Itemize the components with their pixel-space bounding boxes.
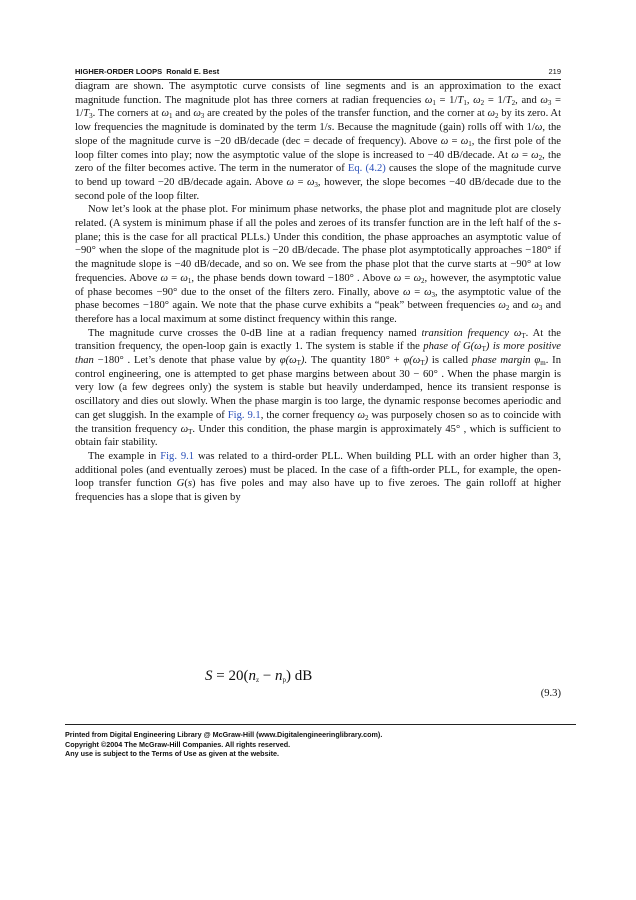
text: p [282,676,287,684]
header-title: HIGHER-ORDER LOOPS [75,67,163,76]
text: 1 [468,139,472,148]
text: diagram are shown. The asymptotic curve consists of line segments and is an approximation to the exact magnitude function. The magnitude plot has three corners at radian frequencies [75,81,561,106]
text: ω [306,176,315,188]
equation-9-3 [75,668,561,698]
text: phase of G(ω [423,341,482,353]
text: Now let’s look at the phase plot. For minimum phase networks, the phase plot and magnitude plot are closely related. (A system is minimum phase if all the poles and zeroes of its transfer function are in the left half of the [75,204,561,230]
text: ) dB [286,668,313,684]
paragraph-2 [75,203,561,326]
text: . Under this condition, the phase margin is approximately 45° , which is sufficient to obtain fair stability. [75,423,561,449]
paragraph-1 [75,80,561,203]
text: T [296,359,301,368]
text: = [293,176,307,188]
footer [65,724,576,759]
running-header-title [75,67,219,76]
text: ( [184,478,188,490]
page-number: 219 [548,67,561,76]
text: 3 [547,98,552,107]
text: 2 [538,153,543,162]
text: causes the slope of the magnitude curve to bend up toward −20 dB/decade again. Above [75,163,561,188]
paragraph-3 [75,327,561,450]
text: . Because the magnitude (gain) rolls off with 1/ [331,122,535,134]
text: , the asymptotic value of the phase becomes −180° again. We note that the phase curve exhibits a “peak” between frequencies [75,286,561,312]
text: T [481,345,486,354]
text: 3 [200,112,205,121]
text: was related to a third-order PLL. When building PLL with an order higher than 3, additional poles (and eventually zeroes) must be placed. In the case of a fifth-order PLL, for example, the open-loop transfer function [75,450,561,490]
text: ω [498,300,506,312]
text: , the corner frequency [260,409,358,421]
equation-link[interactable]: Eq. (4.2) [347,163,386,175]
text: and therefore has a local maximum at some distinct frequency within this range. [75,300,561,325]
text: was purposely chosen so as to coincide with the transition frequency [75,409,562,435]
text: 3 [431,290,436,299]
text: ) is more positive than [75,341,561,367]
text: = 1/ [484,94,506,106]
text: s [327,122,332,134]
text: 2 [505,304,510,313]
text: 1 [168,112,173,121]
text: 3 [89,112,93,121]
text: n [275,668,283,684]
text: ω [180,272,188,284]
text: . The corners at [92,108,162,120]
text: ω [357,409,366,421]
text: = [448,135,461,147]
text: m [540,359,546,368]
text: ω [424,286,432,298]
text: s [187,478,192,490]
text: and [172,108,194,120]
text: T [505,94,512,106]
text: s [553,218,558,230]
figure-link[interactable]: Fig. 9.1 [160,450,195,462]
text: n [248,668,256,684]
text: = 1/ [435,94,458,106]
text: , the zero of the filter becomes active. The term in the numerator of [75,149,561,175]
text: phase margin φ [471,355,541,367]
text: , however, the asymptotic value of phase becomes −90° due to the onset of the filters zero. Finally, above [75,272,561,298]
text: ω [540,94,548,106]
text: ω [160,272,168,284]
text: 1 [463,98,467,107]
text: , and [515,94,541,106]
main-text [75,80,561,505]
text: , the slope of the magnitude curve is −20 dB/decade (dec = decade of frequency). Above [75,122,562,147]
running-header [75,65,561,79]
text: 1 [432,98,436,107]
text: . At the transition frequency, the open-loop gain is exactly 1. The system is stable if the [75,327,561,353]
text: ) [424,355,429,367]
text: ω [531,149,539,161]
text: 1 [187,276,192,285]
text: = 20( [212,668,249,684]
text: ω [473,94,481,106]
text: , the first pole of the loop filter comes into play; now the asymptotic value of the slope is increased to −40 dB/decade. At [75,135,562,161]
text: T [457,94,464,106]
text: T [420,359,425,368]
text: ω [460,135,469,147]
text: 2 [365,413,369,422]
text: and [509,300,532,312]
header-author: Ronald E. Best [166,67,220,76]
text: . In control engineering, one is attempted to get phase margins between about 30 − 60° . When the phase margin is very low (a few degrees only) the system is stable but heavily underdamped, hence its transient response is oscillatory and dies out slowly. When the phase margin is too large, the dynamic response becomes aperiodic and can get sluggish. In the example of [75,355,561,421]
text: = [167,272,181,284]
paragraph-4 [75,450,561,505]
text: ω [511,149,519,161]
text: −180° . Let’s denote that phase value by [93,355,280,367]
text: T [188,427,193,436]
text: is called [428,355,472,367]
text: are created by the poles of the transfer function, and the corner at [204,108,488,120]
equation-formula [205,668,312,685]
equation-number: (9.3) [540,688,561,699]
text: -plane; this is the case for all practical PLLs.) Under this condition, the phase approaches an asymptotic value of −90° when the slope of the magnitude plot is −20 dB/decade. The phase plot asymptotically approaches −180° if the magnitude slope is −40 dB/decade, and so on. We see from the phase plot that the curve starts at −90° at low frequencies. Above [75,218,561,284]
text: φ(ω [279,355,297,367]
text: ω [286,176,294,188]
text: ω [402,286,411,298]
text: 2 [480,98,485,107]
text: by its zero. At low frequencies the magnitude is dominated by the term 1/ [75,108,562,134]
text: ω [440,135,449,147]
text: ω [424,94,433,106]
text: = [518,149,532,161]
text: ω [487,108,495,120]
text: The quantity 180° + [307,355,404,367]
text: , the phase bends down toward −180° . Above [191,272,394,284]
text: ω [534,122,543,134]
text: − [259,668,276,684]
text: = [410,286,425,298]
footer-line: Copyright ©2004 The McGraw-Hill Companies. All rights reserved. [65,739,291,749]
text: , [466,94,474,106]
text: The example in [88,450,161,462]
text: ω [531,300,539,312]
text: φ(ω [403,355,421,367]
text: ω [413,272,422,284]
text: 3 [538,304,543,313]
figure-link[interactable]: Fig. 9.1 [227,409,261,421]
text: , however, the slope becomes −40 dB/decade due to the second pole of the loop filter. [75,176,561,202]
text: ω [180,423,189,435]
text: G [176,478,185,490]
text: ω [161,108,169,120]
text: 3 [314,180,318,189]
footer-line: Printed from Digital Engineering Library @ McGraw-Hill (www.Digitalengineeringlibrary.com). [65,730,383,739]
text: T [83,108,90,120]
text: The magnitude curve crosses the 0-dB line at a radian frequency named [88,327,422,339]
text: T [521,331,526,340]
text: ω [193,108,201,120]
footer-line: Any use is subject to the Terms of Use as given at the website. [65,749,279,759]
text: = [401,272,414,284]
text: ). [300,355,308,367]
text: 2 [421,276,425,285]
text: S [205,668,213,684]
text: 2 [511,98,516,107]
text: ) has five poles and may also have up to five zeroes. The gain rolloff at higher frequencies has a slope that is given by [75,478,562,504]
text: ω [393,272,402,284]
text: z [255,676,260,684]
text: transition frequency ω [421,327,522,339]
text: = 1/ [75,94,562,120]
text: 2 [494,112,499,121]
